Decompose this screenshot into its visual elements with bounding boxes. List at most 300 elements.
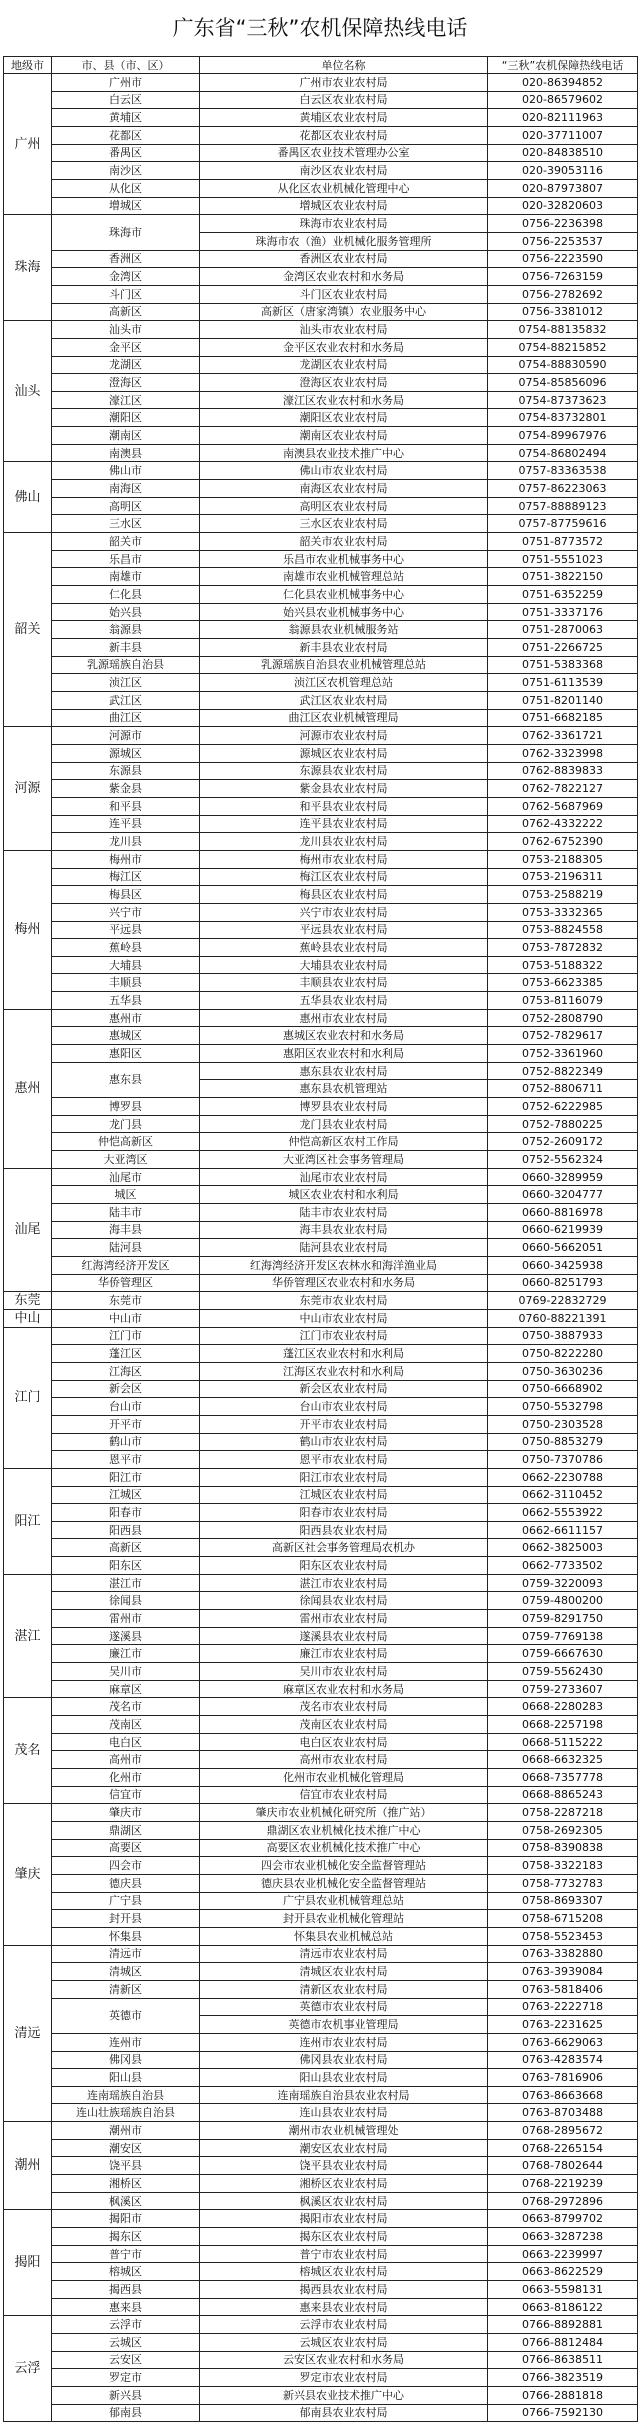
table-row (4, 1663, 638, 1681)
phone-cell: 0758-3322183 (488, 1857, 638, 1875)
phone-cell: 0754-87373623 (488, 391, 638, 409)
phone-cell: 0762-7822127 (488, 780, 638, 798)
table-row (4, 427, 638, 445)
table-row (4, 2086, 638, 2104)
unit-cell: 英德市农业农村局 (200, 1998, 488, 2016)
district-cell: 四会市 (52, 1857, 200, 1875)
table-row (4, 1186, 638, 1204)
phone-cell: 0752-6222985 (488, 1098, 638, 1116)
unit-cell: 佛山市农业农村局 (200, 462, 488, 480)
district-cell: 高新区 (52, 1539, 200, 1557)
district-cell: 和平县 (52, 797, 200, 815)
district-cell: 惠东县 (52, 1062, 200, 1097)
phone-cell: 0762-6752390 (488, 833, 638, 851)
phone-cell: 0751-3337176 (488, 603, 638, 621)
unit-cell: 台山市农业农村局 (200, 1398, 488, 1416)
phone-cell: 020-86579602 (488, 91, 638, 109)
district-cell: 榕城区 (52, 2263, 200, 2281)
phone-cell: 0668-7357778 (488, 1769, 638, 1787)
district-cell: 澄海区 (52, 374, 200, 392)
unit-cell: 兴宁市农业农村局 (200, 903, 488, 921)
phone-cell: 020-37711007 (488, 126, 638, 144)
city-cell: 珠海 (4, 215, 52, 321)
district-cell: 陆丰市 (52, 1204, 200, 1222)
table-row (4, 1733, 638, 1751)
phone-cell: 0660-5662051 (488, 1239, 638, 1257)
phone-cell: 020-39053116 (488, 162, 638, 180)
unit-cell: 潮州市农业机械管理处 (200, 2122, 488, 2140)
unit-cell: 南澳县农业技术推广中心 (200, 444, 488, 462)
phone-cell: 0753-5188322 (488, 956, 638, 974)
phone-cell: 0756-7263159 (488, 268, 638, 286)
table-row (4, 1716, 638, 1734)
phone-cell: 0660-3289959 (488, 1168, 638, 1186)
table-row (4, 2210, 638, 2228)
district-cell: 新会区 (52, 1380, 200, 1398)
phone-cell: 0751-6682185 (488, 709, 638, 727)
district-cell: 茂名市 (52, 1698, 200, 1716)
unit-cell: 濠江区农业农村和水务局 (200, 391, 488, 409)
table-header-row (4, 57, 638, 74)
district-cell: 鼎湖区 (52, 1821, 200, 1839)
unit-cell: 高新区社会事务管理局农机办 (200, 1539, 488, 1557)
district-cell: 潮南区 (52, 427, 200, 445)
table-row (4, 250, 638, 268)
table-row (4, 1433, 638, 1451)
district-cell: 云城区 (52, 2334, 200, 2352)
district-cell: 从化区 (52, 179, 200, 197)
phone-cell: 0754-89967976 (488, 427, 638, 445)
district-cell: 源城区 (52, 744, 200, 762)
table-row (4, 409, 638, 427)
unit-cell: 韶关市农业农村局 (200, 533, 488, 551)
phone-cell: 020-82111963 (488, 109, 638, 127)
district-cell: 曲江区 (52, 709, 200, 727)
phone-cell: 0751-8201140 (488, 691, 638, 709)
city-cell: 湛江 (4, 1574, 52, 1698)
table-row (4, 144, 638, 162)
district-cell: 清城区 (52, 1963, 200, 1981)
district-cell: 信宜市 (52, 1786, 200, 1804)
table-row (4, 126, 638, 144)
header-district: 市、县（市、区） (52, 57, 200, 74)
district-cell: 南雄市 (52, 568, 200, 586)
district-cell: 佛山市 (52, 462, 200, 480)
table-row (4, 2369, 638, 2387)
phone-cell: 0763-7816906 (488, 2069, 638, 2087)
phone-cell: 0750-8853279 (488, 1433, 638, 1451)
district-cell: 龙川县 (52, 833, 200, 851)
phone-cell: 0752-7880225 (488, 1115, 638, 1133)
table-row (4, 709, 638, 727)
district-cell: 廉江市 (52, 1645, 200, 1663)
phone-cell: 0759-5562430 (488, 1663, 638, 1681)
table-row (4, 2386, 638, 2404)
unit-cell: 连州市农业农村局 (200, 2033, 488, 2051)
unit-cell: 曲江区农业机械管理局 (200, 709, 488, 727)
district-cell: 平远县 (52, 921, 200, 939)
district-cell: 白云区 (52, 91, 200, 109)
table-row (4, 109, 638, 127)
unit-cell: 和平县农业农村局 (200, 797, 488, 815)
unit-cell: 红海湾经济开发区农林水和海洋渔业局 (200, 1256, 488, 1274)
unit-cell: 从化区农业机械化管理中心 (200, 179, 488, 197)
district-cell: 惠州市 (52, 1009, 200, 1027)
table-row (4, 1892, 638, 1910)
phone-cell: 0660-8816978 (488, 1204, 638, 1222)
phone-cell: 0766-2881818 (488, 2386, 638, 2404)
table-row (4, 462, 638, 480)
unit-cell: 云安区农业农村和水务局 (200, 2351, 488, 2369)
table-row (4, 1115, 638, 1133)
table-row (4, 321, 638, 339)
table-row (4, 1221, 638, 1239)
phone-cell: 0663-8799702 (488, 2210, 638, 2228)
district-cell: 江海区 (52, 1362, 200, 1380)
district-cell: 雷州市 (52, 1610, 200, 1628)
unit-cell: 高新区（唐家湾镇）农业服务中心 (200, 303, 488, 321)
district-cell: 香洲区 (52, 250, 200, 268)
district-cell: 梅县区 (52, 886, 200, 904)
table-row (4, 197, 638, 215)
district-cell: 五华县 (52, 992, 200, 1010)
unit-cell: 化州市农业机械化管理局 (200, 1769, 488, 1787)
table-row (4, 1557, 638, 1575)
table-row (4, 850, 638, 868)
phone-cell: 0758-7732783 (488, 1874, 638, 1892)
unit-cell: 金湾区农业农村和水务局 (200, 268, 488, 286)
phone-cell: 0766-8812484 (488, 2334, 638, 2352)
table-row (4, 797, 638, 815)
unit-cell: 增城区农业农村局 (200, 197, 488, 215)
unit-cell: 乐昌市农业机械事务中心 (200, 550, 488, 568)
unit-cell: 高要区农业机械化技术推广中心 (200, 1839, 488, 1857)
phone-cell: 0662-3110452 (488, 1486, 638, 1504)
table-row (4, 480, 638, 498)
phone-cell: 0750-8222280 (488, 1345, 638, 1363)
table-row (4, 1804, 638, 1822)
table-row (4, 1256, 638, 1274)
table-row (4, 992, 638, 1010)
table-row (4, 1645, 638, 1663)
table-row (4, 886, 638, 904)
district-cell: 增城区 (52, 197, 200, 215)
district-cell: 佛冈县 (52, 2051, 200, 2069)
unit-cell: 云城区农业农村局 (200, 2334, 488, 2352)
table-row (4, 1521, 638, 1539)
table-row (4, 1627, 638, 1645)
district-cell: 大亚湾区 (52, 1151, 200, 1169)
district-cell: 蓬江区 (52, 1345, 200, 1363)
table-row (4, 444, 638, 462)
district-cell: 阳春市 (52, 1504, 200, 1522)
unit-cell: 潮阳区农业农村局 (200, 409, 488, 427)
unit-cell: 鼎湖区农业机械化技术推广中心 (200, 1821, 488, 1839)
district-cell: 高州市 (52, 1751, 200, 1769)
phone-cell: 0768-2265154 (488, 2139, 638, 2157)
city-cell: 云浮 (4, 2316, 52, 2422)
unit-cell: 广宁县农业机械管理总站 (200, 1892, 488, 1910)
unit-cell: 江门市农业农村局 (200, 1327, 488, 1345)
unit-cell: 惠来县农业农村局 (200, 2298, 488, 2316)
unit-cell: 仁化县农业机械事务中心 (200, 586, 488, 604)
phone-cell: 0768-7802644 (488, 2157, 638, 2175)
district-cell: 仲恺高新区 (52, 1133, 200, 1151)
table-row (4, 162, 638, 180)
table-row (4, 2334, 638, 2352)
district-cell: 吴川市 (52, 1663, 200, 1681)
district-cell: 大埔县 (52, 956, 200, 974)
phone-cell: 0751-5551023 (488, 550, 638, 568)
table-row (4, 1133, 638, 1151)
table-row (4, 1786, 638, 1804)
table-row (4, 1539, 638, 1557)
unit-cell: 阳江市农业农村局 (200, 1468, 488, 1486)
phone-cell: 0753-7872832 (488, 939, 638, 957)
unit-cell: 陆丰市农业农村局 (200, 1204, 488, 1222)
phone-cell: 0750-3630236 (488, 1362, 638, 1380)
unit-cell: 德庆县农业机械化安全监督管理站 (200, 1874, 488, 1892)
table-row (4, 674, 638, 692)
district-cell: 金平区 (52, 338, 200, 356)
table-row (4, 744, 638, 762)
unit-cell: 阳山县农业农村局 (200, 2069, 488, 2087)
district-cell: 饶平县 (52, 2157, 200, 2175)
district-cell: 新兴县 (52, 2386, 200, 2404)
district-cell: 揭东区 (52, 2228, 200, 2246)
phone-cell: 0768-2972896 (488, 2192, 638, 2210)
unit-cell: 惠东县农机管理站 (200, 1080, 488, 1098)
unit-cell: 阳西县农业农村局 (200, 1521, 488, 1539)
district-cell: 浈江区 (52, 674, 200, 692)
header-phone: “三秋”农机保障热线电话 (488, 57, 638, 74)
district-cell: 珠海市 (52, 215, 200, 250)
unit-cell: 金平区农业农村和水务局 (200, 338, 488, 356)
table-row (4, 833, 638, 851)
phone-cell: 0660-8251793 (488, 1274, 638, 1292)
unit-cell: 遂溪县农业农村局 (200, 1627, 488, 1645)
city-cell: 阳江 (4, 1468, 52, 1574)
district-cell: 鹤山市 (52, 1433, 200, 1451)
district-cell: 广州市 (52, 74, 200, 92)
phone-cell: 0662-5553922 (488, 1504, 638, 1522)
unit-cell: 三水区农业农村局 (200, 515, 488, 533)
district-cell: 开平市 (52, 1415, 200, 1433)
unit-cell: 番禺区农业技术管理办公室 (200, 144, 488, 162)
phone-cell: 0751-2870063 (488, 621, 638, 639)
table-row (4, 1027, 638, 1045)
table-row (4, 1874, 638, 1892)
city-cell: 江门 (4, 1327, 52, 1468)
unit-cell: 江城区农业农村局 (200, 1486, 488, 1504)
phone-cell: 0766-8892881 (488, 2316, 638, 2334)
phone-cell: 0663-2239997 (488, 2245, 638, 2263)
table-row (4, 603, 638, 621)
district-cell: 江城区 (52, 1486, 200, 1504)
unit-cell: 中山市农业农村局 (200, 1309, 488, 1327)
table-row (4, 1151, 638, 1169)
unit-cell: 始兴县农业机械事务中心 (200, 603, 488, 621)
phone-cell: 0753-8824558 (488, 921, 638, 939)
unit-cell: 麻章区农业农村和水务局 (200, 1680, 488, 1698)
district-cell: 黄埔区 (52, 109, 200, 127)
district-cell: 遂溪县 (52, 1627, 200, 1645)
district-cell: 红海湾经济开发区 (52, 1256, 200, 1274)
phone-cell: 0663-8622529 (488, 2263, 638, 2281)
district-cell: 化州市 (52, 1769, 200, 1787)
phone-cell: 0763-5818406 (488, 1980, 638, 1998)
header-unit: 单位名称 (200, 57, 488, 74)
city-cell: 清远 (4, 1945, 52, 2122)
phone-cell: 0758-2287218 (488, 1804, 638, 1822)
district-cell: 连南瑶族自治县 (52, 2086, 200, 2104)
table-row (4, 1980, 638, 1998)
hotline-table (3, 56, 638, 2422)
table-row (4, 780, 638, 798)
district-cell: 阳江市 (52, 1468, 200, 1486)
district-cell: 乐昌市 (52, 550, 200, 568)
district-cell: 高新区 (52, 303, 200, 321)
phone-cell: 020-84838510 (488, 144, 638, 162)
phone-cell: 0751-6352259 (488, 586, 638, 604)
district-cell: 海丰县 (52, 1221, 200, 1239)
table-row (4, 515, 638, 533)
unit-cell: 清城区农业农村局 (200, 1963, 488, 1981)
phone-cell: 0763-4283574 (488, 2051, 638, 2069)
district-cell: 湘桥区 (52, 2175, 200, 2193)
table-row (4, 215, 638, 233)
phone-cell: 0768-2895672 (488, 2122, 638, 2140)
phone-cell: 0752-5562324 (488, 1151, 638, 1169)
table-row (4, 285, 638, 303)
phone-cell: 0753-8116079 (488, 992, 638, 1010)
phone-cell: 0751-2266725 (488, 639, 638, 657)
table-row (4, 939, 638, 957)
phone-cell: 020-32820603 (488, 197, 638, 215)
phone-cell: 0766-3823519 (488, 2369, 638, 2387)
district-cell: 怀集县 (52, 1927, 200, 1945)
table-row (4, 533, 638, 551)
table-row (4, 2192, 638, 2210)
table-row (4, 2281, 638, 2299)
unit-cell: 梅州市农业农村局 (200, 850, 488, 868)
unit-cell: 白云区农业农村局 (200, 91, 488, 109)
unit-cell: 四会市农业机械化安全监督管理站 (200, 1857, 488, 1875)
unit-cell: 浈江区农机管理总站 (200, 674, 488, 692)
unit-cell: 揭阳市农业农村局 (200, 2210, 488, 2228)
district-cell: 清新区 (52, 1980, 200, 1998)
district-cell: 城区 (52, 1186, 200, 1204)
table-row (4, 338, 638, 356)
phone-cell: 0763-3939084 (488, 1963, 638, 1981)
unit-cell: 蕉岭县农业农村局 (200, 939, 488, 957)
phone-cell: 0759-7769138 (488, 1627, 638, 1645)
table-row (4, 2404, 638, 2422)
table-row (4, 1839, 638, 1857)
district-cell: 南沙区 (52, 162, 200, 180)
phone-cell: 0662-7733502 (488, 1557, 638, 1575)
district-cell: 连山壮族瑶族自治县 (52, 2104, 200, 2122)
district-cell: 中山市 (52, 1309, 200, 1327)
table-row (4, 586, 638, 604)
district-cell: 揭西县 (52, 2281, 200, 2299)
district-cell: 韶关市 (52, 533, 200, 551)
unit-cell: 武江区农业农村局 (200, 691, 488, 709)
table-row (4, 1062, 638, 1080)
table-row (4, 1168, 638, 1186)
table-row (4, 1292, 638, 1310)
district-cell: 河源市 (52, 727, 200, 745)
unit-cell: 普宁市农业农村局 (200, 2245, 488, 2263)
unit-cell: 茂南区农业农村局 (200, 1716, 488, 1734)
district-cell: 汕尾市 (52, 1168, 200, 1186)
district-cell: 濠江区 (52, 391, 200, 409)
table-row (4, 1415, 638, 1433)
district-cell: 龙湖区 (52, 356, 200, 374)
table-row (4, 1345, 638, 1363)
table-row (4, 1098, 638, 1116)
unit-cell: 高州市农业农村局 (200, 1751, 488, 1769)
unit-cell: 连山县农业农村局 (200, 2104, 488, 2122)
table-row (4, 2175, 638, 2193)
phone-cell: 0753-3332365 (488, 903, 638, 921)
table-row (4, 2245, 638, 2263)
phone-cell: 0757-88889123 (488, 497, 638, 515)
phone-cell: 0662-3825003 (488, 1539, 638, 1557)
district-cell: 茂南区 (52, 1716, 200, 1734)
district-cell: 潮安区 (52, 2139, 200, 2157)
phone-cell: 0662-6611157 (488, 1521, 638, 1539)
unit-cell: 龙湖区农业农村局 (200, 356, 488, 374)
table-row (4, 2316, 638, 2334)
phone-cell: 0766-7592130 (488, 2404, 638, 2422)
unit-cell: 丰顺县农业农村局 (200, 974, 488, 992)
district-cell: 清远市 (52, 1945, 200, 1963)
unit-cell: 清新区农业农村局 (200, 1980, 488, 1998)
table-row (4, 921, 638, 939)
unit-cell: 开平市农业农村局 (200, 1415, 488, 1433)
table-row (4, 1910, 638, 1928)
table-row (4, 1309, 638, 1327)
phone-cell: 0754-83732801 (488, 409, 638, 427)
unit-cell: 榕城区农业农村局 (200, 2263, 488, 2281)
table-row (4, 2298, 638, 2316)
phone-cell: 0750-7370786 (488, 1451, 638, 1469)
unit-cell: 大亚湾区社会事务管理局 (200, 1151, 488, 1169)
table-row (4, 1486, 638, 1504)
phone-cell: 0750-2303528 (488, 1415, 638, 1433)
district-cell: 电白区 (52, 1733, 200, 1751)
district-cell: 恩平市 (52, 1451, 200, 1469)
unit-cell: 云浮市农业农村局 (200, 2316, 488, 2334)
table-row (4, 1945, 638, 1963)
table-row (4, 1468, 638, 1486)
city-cell: 中山 (4, 1309, 52, 1327)
unit-cell: 连平县农业农村局 (200, 815, 488, 833)
district-cell: 翁源县 (52, 621, 200, 639)
district-cell: 南澳县 (52, 444, 200, 462)
unit-cell: 澄海区农业农村局 (200, 374, 488, 392)
table-row (4, 391, 638, 409)
table-row (4, 568, 638, 586)
district-cell: 惠城区 (52, 1027, 200, 1045)
table-row (4, 2157, 638, 2175)
unit-cell: 黄埔区农业农村局 (200, 109, 488, 127)
page-title: 广东省“三秋”农机保障热线电话 (172, 16, 468, 40)
city-cell: 汕头 (4, 321, 52, 462)
table-row (4, 1239, 638, 1257)
unit-cell: 枫溪区农业农村局 (200, 2192, 488, 2210)
